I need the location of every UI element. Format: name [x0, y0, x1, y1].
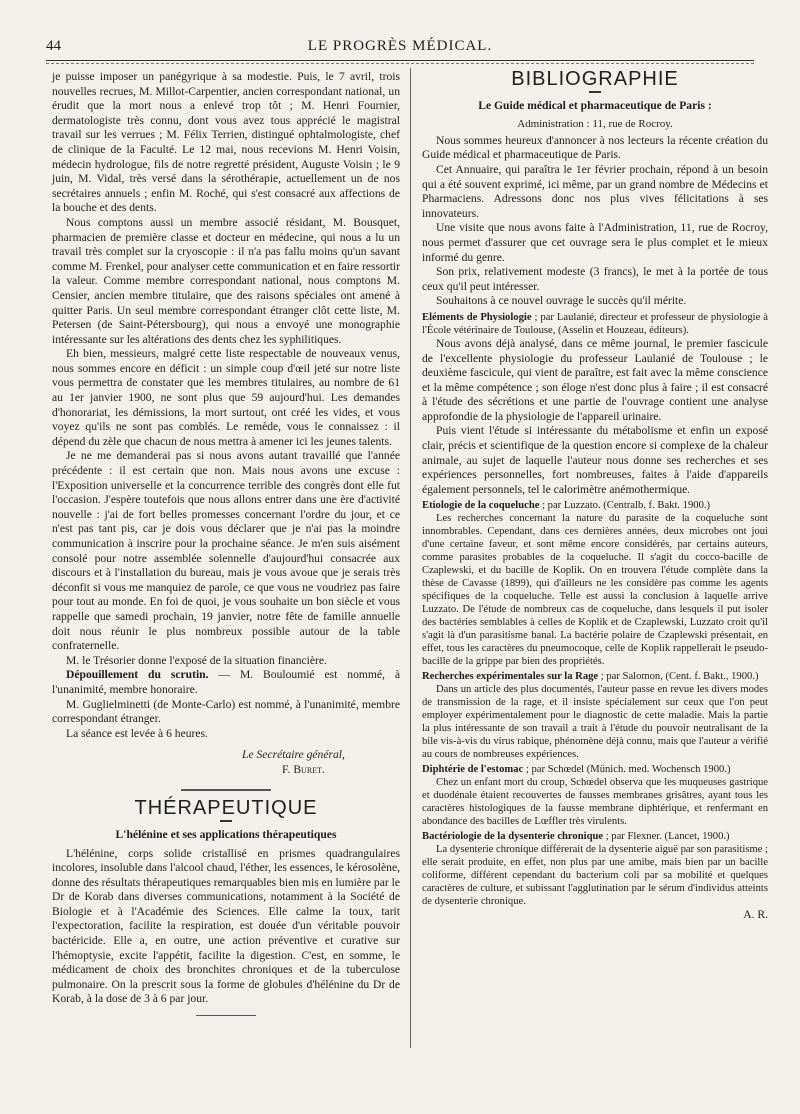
- review-title: Eléments de Physiologie: [422, 311, 532, 323]
- review-heading: [422, 670, 768, 683]
- paragraph: Une visite que nous avons faite à l'Administration, 11, rue de Rocroy, nous permet d'assurer que cet ouvrage sera le plus complet et le mieux informé du genre.: [422, 221, 768, 264]
- paragraph: Nous avons déjà analysé, dans ce même journal, le premier fascicule de l'excellente physiologie du professeur Laulanié de Toulouse ; le deuxième fascicule, qui vient de paraître, est fait avec la même conscience et la même compétence ; son éloge n'est donc plus à faire ; il est consacré à l'étude des sécrétions et une partie de l'ouvrage contient une analyse approfondie de la physiologie de l'appareil urinaire.: [422, 336, 768, 423]
- signature: [52, 747, 400, 777]
- signature-title: Le Secrétaire général,: [242, 748, 345, 762]
- review-reference: ; par Salomon, (Cent. f. Bakt., 1900.): [598, 671, 759, 683]
- header-rule: [46, 60, 754, 61]
- end-rule: [196, 1015, 256, 1016]
- paragraph: Puis vient l'étude si intéressante du métabolisme et enfin un exposé clair, précis et scientifique de la question encore si complexe de la chaleur animale, au sujet de laquelle l'auteur nous donne ses recherches et ses expériences personnelles, fort nombreuses, faites à l'aide d'appareils également personnels, tel le calorimètre anémothermique.: [422, 424, 768, 496]
- review-reference: ; par Laulanié, directeur et professeur de physiologie à l'École vétérinaire de Toulouse, (Asselin et Houzeau, éditeurs).: [422, 311, 768, 336]
- scrutin-text: — M. Bouloumié est nommé, à l'unanimité, membre honoraire.: [52, 668, 400, 696]
- left-column: [52, 70, 400, 1016]
- article-title: Le Guide médical et pharmaceutique de Paris :: [478, 98, 712, 112]
- article-title: L'hélénine et ses applications thérapeutiques: [115, 827, 337, 841]
- header-dotted-rule: [46, 63, 754, 64]
- section-dash: [220, 820, 232, 822]
- paragraph: Je ne me demanderai pas si nous avons autant travaillé que l'année précédente : il est certain que non. Mais nous avons une excuse : l'Exposition universelle et la concurrence terrible des congrès dont elle fut l'occasion. J'espère toutefois que nous allons entrer dans une ère d'activité nouvelle : j'ai de fort belles promesses concernant l'ordre du jour, et ce n'est pas tant pis, car je dois vous déclarer que je n'ai pas la moindre communication à inscrire pour la prochaine séance. Je m'en suis aisément consolé pour notre assemblée solennelle d'aujourd'hui consacrée aux discours et à l'installation du bureau, mais je vous avoue que je serais très déconfit si vous me manquiez de parole, ce que vous ne voudriez pas faire pour tout au monde. En foi de quoi, je vous souhaite un bon siècle et vous rappelle que samedi prochain, 19 janvier, notre fête de famille annuelle doit nous réunir le plus nombreux possible autour de la table confraternelle.: [52, 449, 400, 653]
- column-divider: [410, 68, 411, 1048]
- paragraph: je puisse imposer un panégyrique à sa modestie. Puis, le 7 avril, trois nouvelles recrues, M. Millot-Carpentier, ancien correspondant national, un érudit que la mort nous a enlevé trop tôt ; M. Henri Fournier, dermatologiste très connu, dont vous avez tous apprécié le magistral travail sur les verrues ; M. Félix Terrien, distingué ophtalmologiste, chef de clinique de la Faculté. Le 12 mai, nous recevions M. Henri Voisin, médecin hydrologue, fils de notre regretté président, Auguste Voisin ; le 9 juin, M. Vidal, très versé dans la sérothérapie, actuellement un de nos secrétaires annuels ; enfin M. Roché, qui s'est consacré aux affections de la bouche et des dents.: [52, 70, 400, 215]
- section-title-bibliographie: BIBLIOGRAPHIE: [511, 68, 679, 90]
- running-head: [46, 38, 754, 58]
- review-reference: ; par Flexner. (Lancet, 1900.): [603, 831, 730, 843]
- paragraph: Dans un article des plus documentés, l'auteur passe en revue les divers modes de transmission de la rage, et il insiste spécialement sur ceux que l'on peut employer expérimentalement pour le diagnostic de cette maladie. Mais la partie la plus intéressante de son travail a trait à l'étude du pouvoir neutralisant de la bile vis-à-vis du virus rabique, phénomène déjà connu, mais que l'auteur a vérifié au cours de nombreuses expériences.: [422, 684, 768, 761]
- review-heading: [422, 499, 768, 512]
- review-title: Diphtérie de l'estomac: [422, 764, 524, 776]
- paragraph: Chez un enfant mort du croup, Schœdel observa que les muqueuses gastrique et duodénale étaient recouvertes de fausses membranes grisâtres, ayant tous les caractères histologiques de la fausse membrane diphtérique, et renfermant en abondance des bacilles de Lœffler très virulents.: [422, 777, 768, 828]
- paragraph: [52, 668, 400, 697]
- paragraph: M. le Trésorier donne l'exposé de la situation financière.: [66, 653, 327, 667]
- journal-title: LE PROGRÈS MÉDICAL.: [307, 38, 493, 54]
- paragraph: M. Guglielminetti (de Monte-Carlo) est nommé, à l'unanimité, membre correspondant étranger.: [52, 697, 400, 726]
- signature-name: F. Buret.: [282, 763, 325, 777]
- paragraph: Son prix, relativement modeste (3 francs), le met à la portée de tous ceux qu'il peut intéresser.: [422, 265, 768, 293]
- paragraph: Les recherches concernant la nature du parasite de la coqueluche sont innombrables. Cependant, dans ces dernières années, deux microbes ont joui d'une certaine faveur, et sont même encore considérés, par certains auteurs, comme parasites probables de la coqueluche. Il s'agit du cocco-bacille de Czaplewski, et du bacille de Koplik. On en trouvera l'étude complète dans la thèse de Cavasse (1899), qui d'ailleurs ne les considère pas comme les agents spécifiques de la coqueluche. Telle est aussi la conclusion à laquelle arrive Luzzato. De l'étude de nombreux cas de coqueluche, dans lesquels il put isoler des bactéries semblables à celles de Koplik et de Czaplewski, Luzzato croit qu'il s'agit là d'un parasitisme banal. La bactérie polaire de Czaplewski présentait, en effet, tous les caractères du pneumocoque, celle de Koplik rappellerait le pseudo-bacille de la grippe par bien des propriétés.: [422, 513, 768, 668]
- section-ornament: [181, 789, 271, 791]
- section-title-therapeutique: THÉRAPEUTIQUE: [134, 797, 318, 820]
- review-heading: [422, 763, 768, 776]
- section-dash: [589, 91, 601, 93]
- paragraph: Nous sommes heureux d'annoncer à nos lecteurs la récente création du Guide médical et pharmaceutique de Paris.: [422, 133, 768, 162]
- page-number: 44: [46, 38, 61, 54]
- paragraph: La séance est levée à 6 heures.: [66, 726, 208, 740]
- paragraph: La dysenterie chronique différerait de la dysenterie aiguë par son parasitisme ; elle serait produite, en effet, non plus par une amibe, mais bien par un bacille coliforme, différent cependant du bacterium coli par sa mobilité et quelques caractères de culture, et subissant l'agglutination par le sérum d'individus atteints de dysenterie chronique.: [422, 844, 768, 908]
- review-signature: A. R.: [743, 908, 768, 922]
- review-heading: [422, 311, 768, 337]
- review-reference: ; par Luzzato. (Centralb. f. Bakt. 1900.): [539, 500, 711, 512]
- review-title: Bactériologie de la dysenterie chronique: [422, 831, 604, 843]
- right-column: [422, 70, 768, 923]
- review-reference: ; par Schœdel (Münich. med. Wochensch 1900.): [523, 764, 731, 776]
- administration-address: Administration : 11, rue de Rocroy.: [517, 118, 673, 131]
- scrutin-heading: Dépouillement du scrutin.: [66, 668, 209, 682]
- review-title: Recherches expérimentales sur la Rage: [422, 671, 599, 683]
- paragraph: Cet Annuaire, qui paraîtra le 1er février prochain, répond à un besoin qui a été souvent exprimé, ici même, par un grand nombre de Médecins et Pharmaciens. Adressons donc nos plus vives félicitations à ses innovateurs.: [422, 162, 768, 220]
- review-heading: [422, 830, 768, 843]
- paragraph: Souhaitons à ce nouvel ouvrage le succès qu'il mérite.: [436, 294, 687, 308]
- paragraph: L'hélénine, corps solide cristallisé en prismes quadrangulaires incolores, insoluble dans l'alcool chaud, l'éther, les essences, le kérosolène, donne des résultats thérapeutiques remarquables bien mis en lumière par le Dr de Korab dans diverses communications, notamment à la Société de Biologie et à l'Académie des Sciences. Elle calme la toux, tarit l'expectoration, facilite la respiration, est douée d'un véritable pouvoir bactéricide. Elle a, en outre, une action préventive et curative sur l'hémoptysie, excite l'appétit, facilite la digestion. C'est, en somme, le médicament de choix des bronchites chroniques et de la tuberculose pulmonaire. On la prescrit sous la forme de globules d'hélénine du Dr de Korab, à la dose de 3 à 6 par jour.: [52, 846, 400, 1006]
- paragraph: Eh bien, messieurs, malgré cette liste respectable de nouveaux venus, nous sommes encore en déficit : un simple coup d'œil jeté sur notre liste vous permettra de constater que les membres titulaires, au nombre de 61 au 1er janvier 1900, ne sont plus que 59 aujourd'hui. Les demandes d'honorariat, les démissions, la mort surtout, ont créé les vides, et vous voyez qu'ils ne sont pas comblés. Le remède, vous le connaissez : il dépend du zèle que chacun de nous mettra à amener ici les jeunes talents.: [52, 347, 400, 448]
- review-title: Etiologie de la coqueluche: [422, 500, 540, 512]
- paragraph: Nous comptons aussi un membre associé résidant, M. Bousquet, pharmacien de première classe et docteur en médecine, qui nous a lu un travail très complet sur la cryoscopie : il n'a pas fallu moins qu'un savant comme M. Frenkel, pour analyser cette communication et en faire ressortir la valeur. Comme membre correspondant national, nous comptons M. Censier, ancien membre titulaire, que des raisons spéciales ont amené à quitter Paris. Un seul membre correspondant étranger clôt cette liste, M. Petersen (de Saint-Pétersbourg), qui nous a envoyé une monographie intéressante sur les altérations des dents chez les syphilitiques.: [52, 215, 400, 346]
